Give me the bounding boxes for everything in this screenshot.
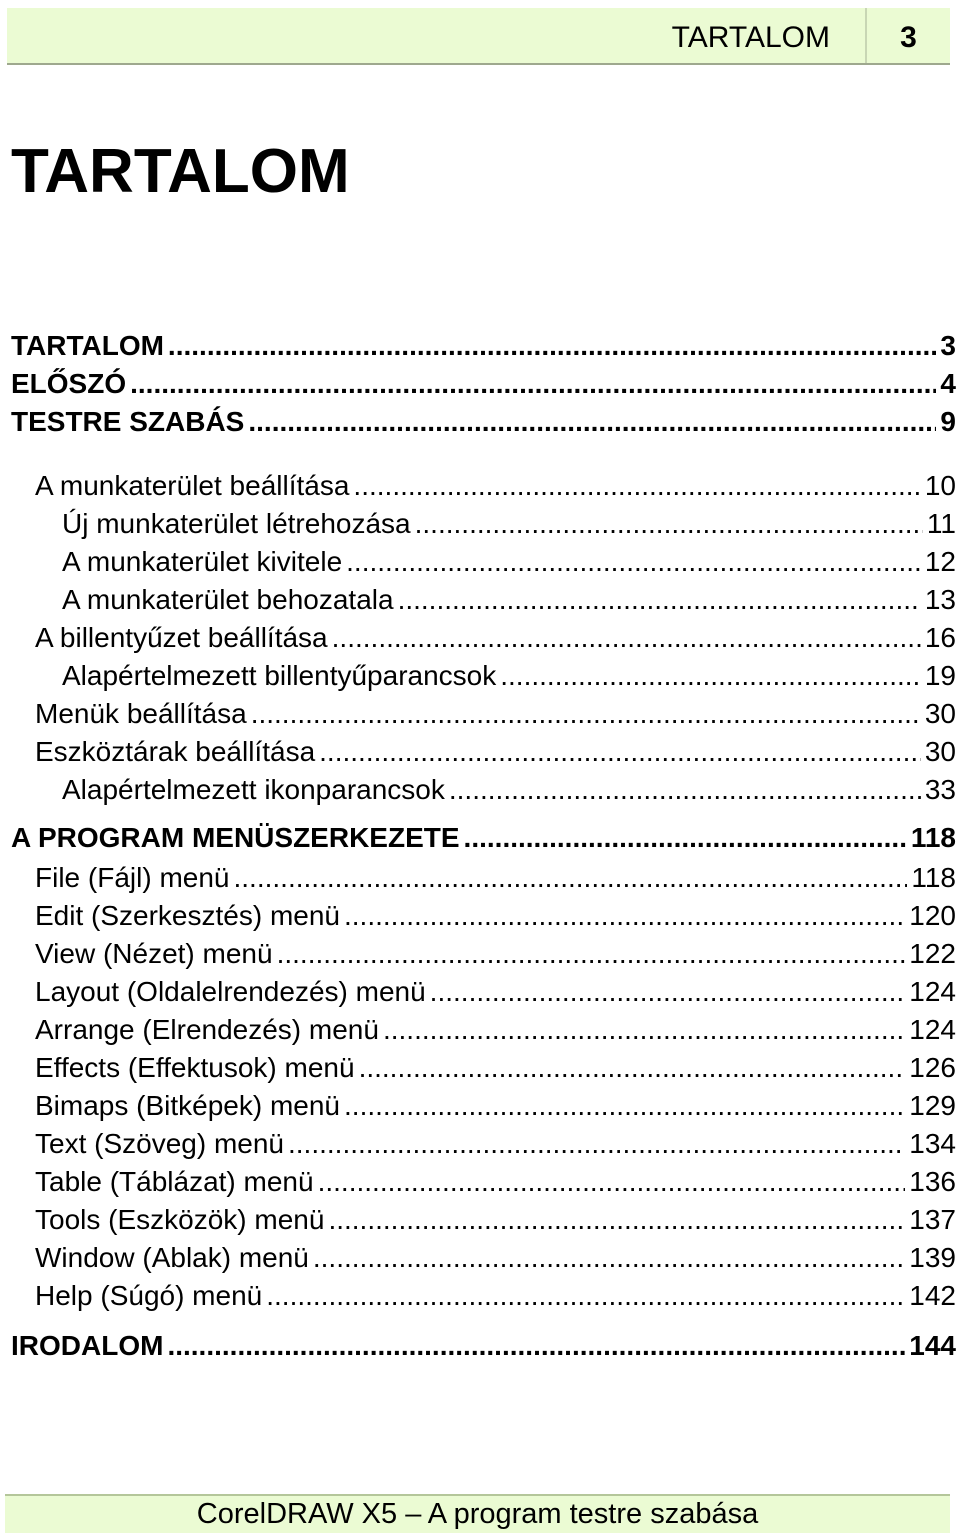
- toc-entry-label: Window (Ablak) menü: [35, 1242, 309, 1273]
- page-header: [7, 8, 950, 65]
- toc-entry-page-number: 126: [909, 1052, 956, 1083]
- page-title: TARTALOM: [11, 137, 350, 206]
- toc-entry[interactable]: [11, 406, 956, 438]
- toc-entry-page-number: 122: [909, 938, 956, 969]
- toc-entry-page-number: 30: [924, 736, 956, 767]
- toc-entry-page-number: 142: [909, 1280, 956, 1311]
- toc-entry[interactable]: [35, 976, 956, 1008]
- toc-entry-page-number: 134: [909, 1128, 956, 1159]
- toc-entry-label: A munkaterület kivitele: [62, 546, 343, 577]
- toc-entry-page-number: 10: [924, 470, 956, 501]
- toc-entry-page-number: 120: [909, 900, 956, 931]
- toc-entry-label: Eszköztárak beállítása: [35, 736, 316, 767]
- toc-entry-label: Text (Szöveg) menü: [35, 1128, 284, 1159]
- toc-entry[interactable]: [35, 900, 956, 932]
- toc-entry[interactable]: [62, 546, 956, 578]
- toc-entry-label: Bimaps (Bitképek) menü: [35, 1090, 341, 1121]
- toc-dot-leader: [398, 584, 921, 616]
- toc-entry[interactable]: [11, 822, 956, 854]
- toc-entry[interactable]: [35, 1090, 956, 1122]
- toc-entry-page-number: 118: [911, 862, 956, 893]
- toc-dot-leader: [500, 660, 921, 692]
- toc-entry-label: TARTALOM: [11, 330, 164, 361]
- toc-dot-leader: [168, 330, 937, 362]
- toc-dot-leader: [277, 938, 906, 970]
- toc-dot-leader: [167, 1330, 905, 1362]
- toc-dot-leader: [251, 698, 921, 730]
- toc-entry-page-number: 33: [924, 774, 956, 805]
- toc-entry[interactable]: [62, 584, 956, 616]
- toc-dot-leader: [430, 976, 906, 1008]
- toc-entry-label: Edit (Szerkesztés) menü: [35, 900, 340, 931]
- toc-entry-label: Table (Táblázat) menü: [35, 1166, 314, 1197]
- toc-entry[interactable]: [35, 470, 956, 502]
- toc-entry-page-number: 13: [924, 584, 956, 615]
- toc-entry-label: A munkaterület beállítása: [35, 470, 350, 501]
- toc-entry-page-number: 136: [909, 1166, 956, 1197]
- toc-entry-page-number: 30: [924, 698, 956, 729]
- toc-dot-leader: [233, 862, 907, 894]
- toc-entry-page-number: 11: [926, 508, 956, 539]
- toc-dot-leader: [344, 1090, 905, 1122]
- toc-dot-leader: [449, 774, 921, 806]
- toc-entry-label: Effects (Effektusok) menü: [35, 1052, 355, 1083]
- toc-entry-label: Arrange (Elrendezés) menü: [35, 1014, 379, 1045]
- toc-dot-leader: [266, 1280, 905, 1312]
- toc-entry[interactable]: [62, 508, 956, 540]
- toc-dot-leader: [319, 736, 921, 768]
- toc-entry-label: TESTRE SZABÁS: [11, 406, 245, 437]
- toc-dot-leader: [130, 368, 936, 400]
- toc-entry[interactable]: [35, 1280, 956, 1312]
- toc-entry[interactable]: [11, 1330, 956, 1362]
- toc-entry-label: Help (Súgó) menü: [35, 1280, 263, 1311]
- toc-entry-label: View (Nézet) menü: [35, 938, 273, 969]
- toc-entry-page-number: 12: [924, 546, 956, 577]
- header-title: TARTALOM: [671, 21, 830, 54]
- toc-entry-page-number: 124: [909, 1014, 956, 1045]
- toc-dot-leader: [288, 1128, 905, 1160]
- toc-entry-page-number: 129: [909, 1090, 956, 1121]
- header-page-number: 3: [900, 21, 917, 54]
- toc-entry[interactable]: [62, 774, 956, 806]
- toc-entry-label: Menük beállítása: [35, 698, 247, 729]
- toc-entry-page-number: 118: [910, 822, 956, 853]
- toc-entry[interactable]: [35, 1128, 956, 1160]
- toc-entry[interactable]: [35, 622, 956, 654]
- toc-entry-label: A PROGRAM MENÜSZERKEZETE: [11, 822, 460, 853]
- toc-entry[interactable]: [35, 1166, 956, 1198]
- toc-entry-page-number: 19: [924, 660, 956, 691]
- toc-entry[interactable]: [11, 330, 956, 362]
- toc-entry-label: Alapértelmezett billentyűparancsok: [62, 660, 497, 691]
- toc-entry-label: A munkaterület behozatala: [62, 584, 394, 615]
- toc-entry-label: IRODALOM: [11, 1330, 164, 1361]
- toc-entry[interactable]: [35, 1204, 956, 1236]
- toc-entry[interactable]: [35, 1014, 956, 1046]
- toc-entry[interactable]: [35, 862, 956, 894]
- toc-entry-label: File (Fájl) menü: [35, 862, 230, 893]
- toc-entry[interactable]: [35, 698, 956, 730]
- toc-dot-leader: [318, 1166, 906, 1198]
- toc-dot-leader: [313, 1242, 905, 1274]
- toc-entry[interactable]: [35, 736, 956, 768]
- toc-entry-page-number: 144: [909, 1330, 956, 1361]
- toc-entry[interactable]: [35, 938, 956, 970]
- toc-entry[interactable]: [35, 1052, 956, 1084]
- toc-dot-leader: [353, 470, 920, 502]
- toc-dot-leader: [344, 900, 905, 932]
- toc-entry-label: Tools (Eszközök) menü: [35, 1204, 325, 1235]
- toc-entry-label: A billentyűzet beállítása: [35, 622, 328, 653]
- toc-entry-page-number: 137: [909, 1204, 956, 1235]
- toc-entry[interactable]: [35, 1242, 956, 1274]
- toc-entry-page-number: 9: [940, 406, 956, 437]
- toc-entry-page-number: 3: [940, 330, 956, 361]
- toc-entry-label: ELŐSZÓ: [11, 368, 127, 399]
- toc-entry-label: Alapértelmezett ikonparancsok: [62, 774, 445, 805]
- toc-dot-leader: [332, 622, 921, 654]
- toc-entry-page-number: 4: [940, 368, 956, 399]
- toc-dot-leader: [359, 1052, 906, 1084]
- toc-entry-label: Layout (Oldalelrendezés) menü: [35, 976, 426, 1007]
- toc-entry[interactable]: [62, 660, 956, 692]
- page-footer: CorelDRAW X5 – A program testre szabása: [5, 1494, 950, 1533]
- toc-dot-leader: [328, 1204, 905, 1236]
- toc-dot-leader: [464, 822, 907, 854]
- toc-entry-page-number: 124: [909, 976, 956, 1007]
- toc-dot-leader: [248, 406, 936, 438]
- toc-entry-label: Új munkaterület létrehozása: [62, 508, 411, 539]
- toc-dot-leader: [383, 1014, 905, 1046]
- toc-entry-page-number: 16: [924, 622, 956, 653]
- toc-dot-leader: [346, 546, 921, 578]
- toc-dot-leader: [415, 508, 923, 540]
- toc-entry-page-number: 139: [909, 1242, 956, 1273]
- toc-entry[interactable]: [11, 368, 956, 400]
